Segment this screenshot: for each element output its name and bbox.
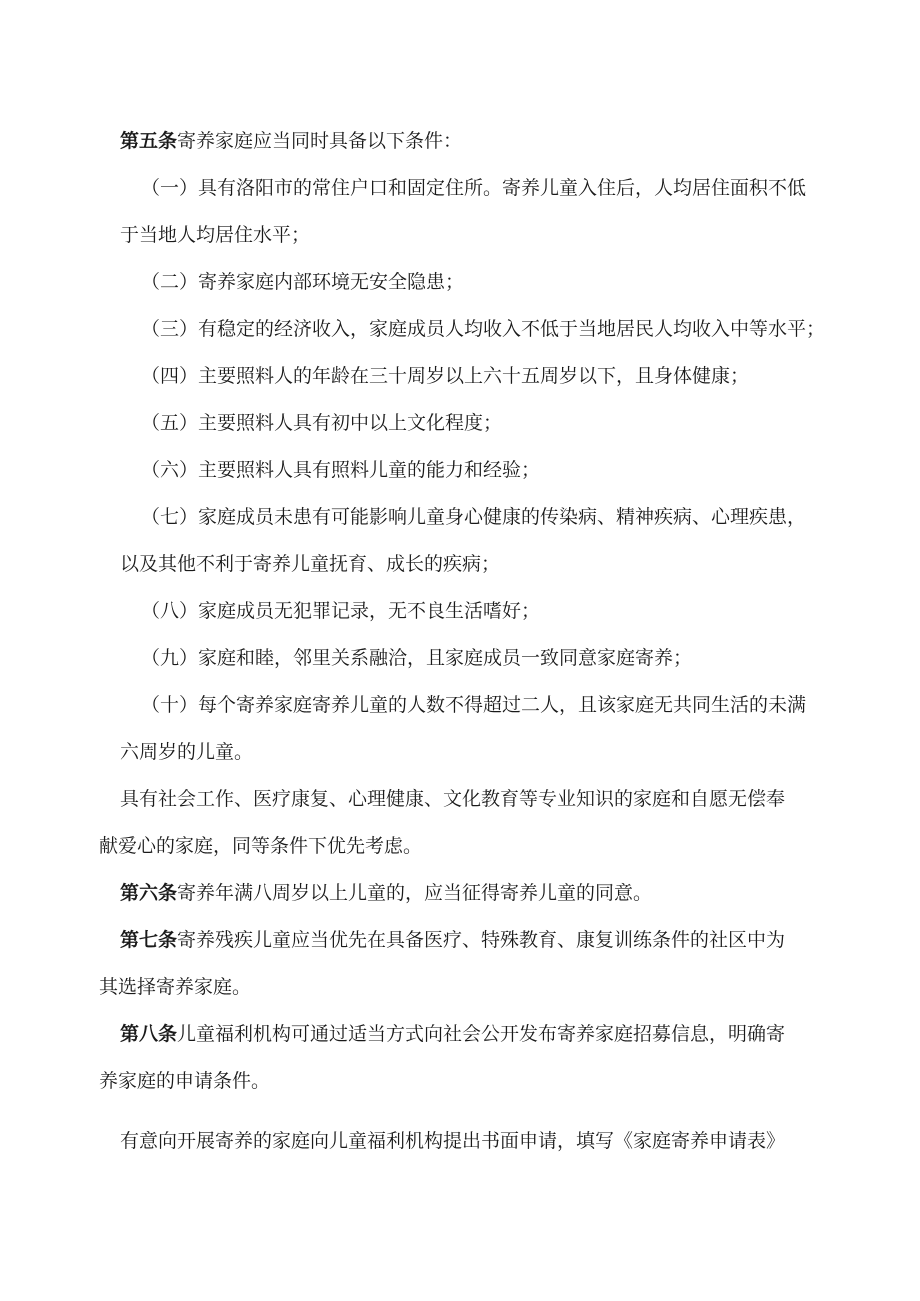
- item-4-line-1: （四）主要照料人的年龄在三十周岁以上六十五周岁以下，且身体健康；: [141, 365, 750, 387]
- item-10-line-2: 六周岁的儿童。: [120, 741, 254, 763]
- article-5-item-4: [141, 353, 856, 400]
- priority-line-1: 具有社会工作、医疗康复、心理健康、文化教育等专业知识的家庭和自愿无偿奉: [120, 788, 786, 810]
- item-5-line-1: （五）主要照料人具有初中以上文化程度；: [141, 412, 503, 434]
- article-7-line-2: 其选择寄养家庭。: [99, 976, 252, 998]
- article-6-text: 寄养年满八周岁以上儿童的，应当征得寄养儿童的同意。: [177, 882, 653, 904]
- item-6-line-1: （六）主要照料人具有照料儿童的能力和经验；: [141, 459, 541, 481]
- item-7-line-2: 以及其他不利于寄养儿童抚育、成长的疾病；: [120, 553, 501, 575]
- article-8-application: [120, 1118, 835, 1165]
- article-6-lead: 第六条: [120, 882, 178, 904]
- article-7-line-1: 寄养残疾儿童应当优先在具备医疗、特殊教育、康复训练条件的社区中为: [177, 929, 786, 951]
- item-2-line-1: （二）寄养家庭内部环境无安全隐患；: [141, 271, 465, 293]
- article-7-lead: 第七条: [120, 929, 178, 951]
- article-8-line-2: 养家庭的申请条件。: [99, 1070, 271, 1092]
- article-5-lead: 第五条: [120, 130, 178, 152]
- item-1-line-1: （一）具有洛阳市的常住户口和固定住所。寄养儿童入住后，人均居住面积不低: [141, 177, 807, 199]
- article-5-item-8: [141, 588, 856, 635]
- article-8-line-1: 儿童福利机构可通过适当方式向社会公开发布寄养家庭招募信息，明确寄: [177, 1023, 786, 1045]
- application-line: 有意向开展寄养的家庭向儿童福利机构提出书面申请，填写《家庭寄养申请表》: [120, 1130, 786, 1152]
- item-7-line-1: （七）家庭成员未患有可能影响儿童身心健康的传染病、精神疾病、心理疾患，: [141, 506, 807, 528]
- article-5-text: 寄养家庭应当同时具备以下条件：: [177, 130, 463, 152]
- item-10-line-1: （十）每个寄养家庭寄养儿童的人数不得超过二人，且该家庭无共同生活的未满: [141, 694, 807, 716]
- item-3-line-1: （三）有稳定的经济收入，家庭成员人均收入不低于当地居民人均收入中等水平；: [141, 318, 826, 340]
- article-5-item-10: [120, 682, 856, 776]
- article-5-heading: [120, 118, 835, 165]
- article-5-priority-note: [99, 776, 835, 870]
- item-9-line-1: （九）家庭和睦，邻里关系融洽，且家庭成员一致同意家庭寄养；: [141, 647, 693, 669]
- article-5-item-6: [141, 447, 856, 494]
- article-7: [99, 917, 835, 1011]
- article-5-item-3: [141, 306, 856, 353]
- item-1-line-2: 于当地人均居住水平；: [120, 224, 311, 246]
- article-5-item-7: [120, 494, 856, 588]
- article-5-item-1: [120, 165, 856, 259]
- article-8: [99, 1011, 835, 1105]
- article-5-item-5: [141, 400, 856, 447]
- article-8-lead: 第八条: [120, 1023, 178, 1045]
- priority-line-2: 献爱心的家庭，同等条件下优先考虑。: [99, 835, 423, 857]
- article-5-item-9: [141, 635, 856, 682]
- article-5-item-2: [141, 259, 856, 306]
- article-6: [120, 870, 835, 917]
- item-8-line-1: （八）家庭成员无犯罪记录，无不良生活嗜好；: [141, 600, 541, 622]
